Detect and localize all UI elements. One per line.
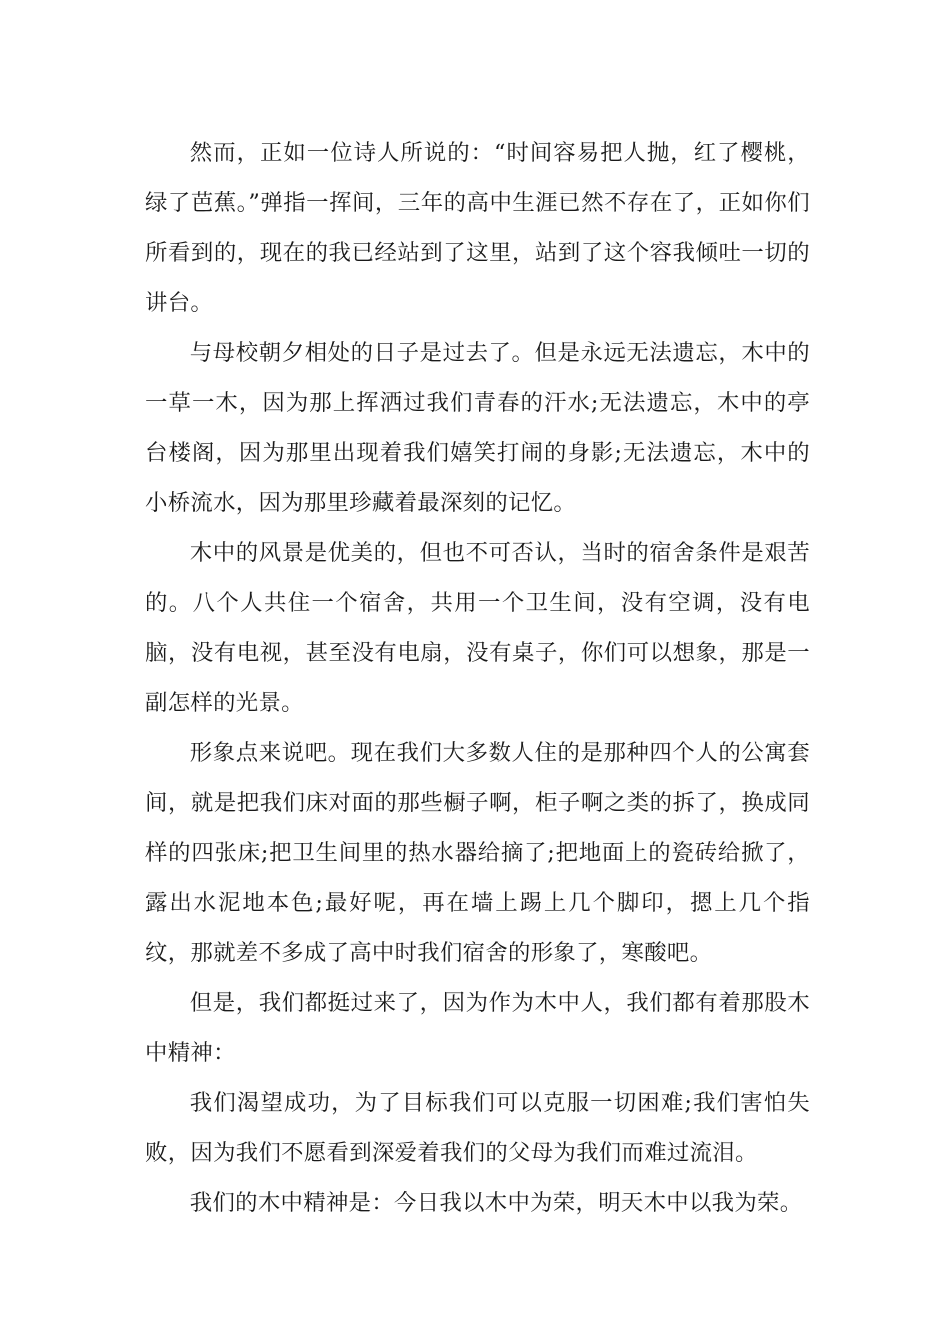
paragraph-4: 形象点来说吧。现在我们大多数人住的是那种四个人的公寓套间，就是把我们床对面的那些橱子啊，柜子啊之类的拆了，换成同样的四张床;把卫生间里的热水器给摘了;把地面上的瓷砖给掀了，露出水泥地本色;最好呢，再在墙上踢上几个脚印，摁上几个指纹，那就差不多成了高中时我们宿舍的形象了，寒酸吧。: [145, 740, 810, 966]
paragraph-5: 但是，我们都挺过来了，因为作为木中人，我们都有着那股木中精神：: [145, 990, 810, 1066]
paragraph-2: 与母校朝夕相处的日子是过去了。但是永远无法遗忘，木中的一草一木，因为那上挥洒过我们青春的汗水;无法遗忘，木中的亭台楼阁，因为那里出现着我们嬉笑打闹的身影;无法遗忘，木中的小桥流水，因为那里珍藏着最深刻的记忆。: [145, 340, 810, 516]
document-body: [145, 128, 810, 1228]
paragraph-3: 木中的风景是优美的，但也不可否认，当时的宿舍条件是艰苦的。八个人共住一个宿舍，共用一个卫生间，没有空调，没有电脑，没有电视，甚至没有电扇，没有桌子，你们可以想象，那是一副怎样的光景。: [145, 540, 810, 716]
paragraph-1: 然而，正如一位诗人所说的：“时间容易把人抛，红了樱桃，绿了芭蕉。”弹指一挥间，三年的高中生涯已然不存在了，正如你们所看到的，现在的我已经站到了这里，站到了这个容我倾吐一切的讲台。: [145, 140, 810, 316]
paragraph-6: 我们渴望成功，为了目标我们可以克服一切困难;我们害怕失败，因为我们不愿看到深爱着我们的父母为我们而难过流泪。: [145, 1090, 810, 1166]
paragraph-7: 我们的木中精神是：今日我以木中为荣，明天木中以我为荣。: [189, 1190, 803, 1216]
